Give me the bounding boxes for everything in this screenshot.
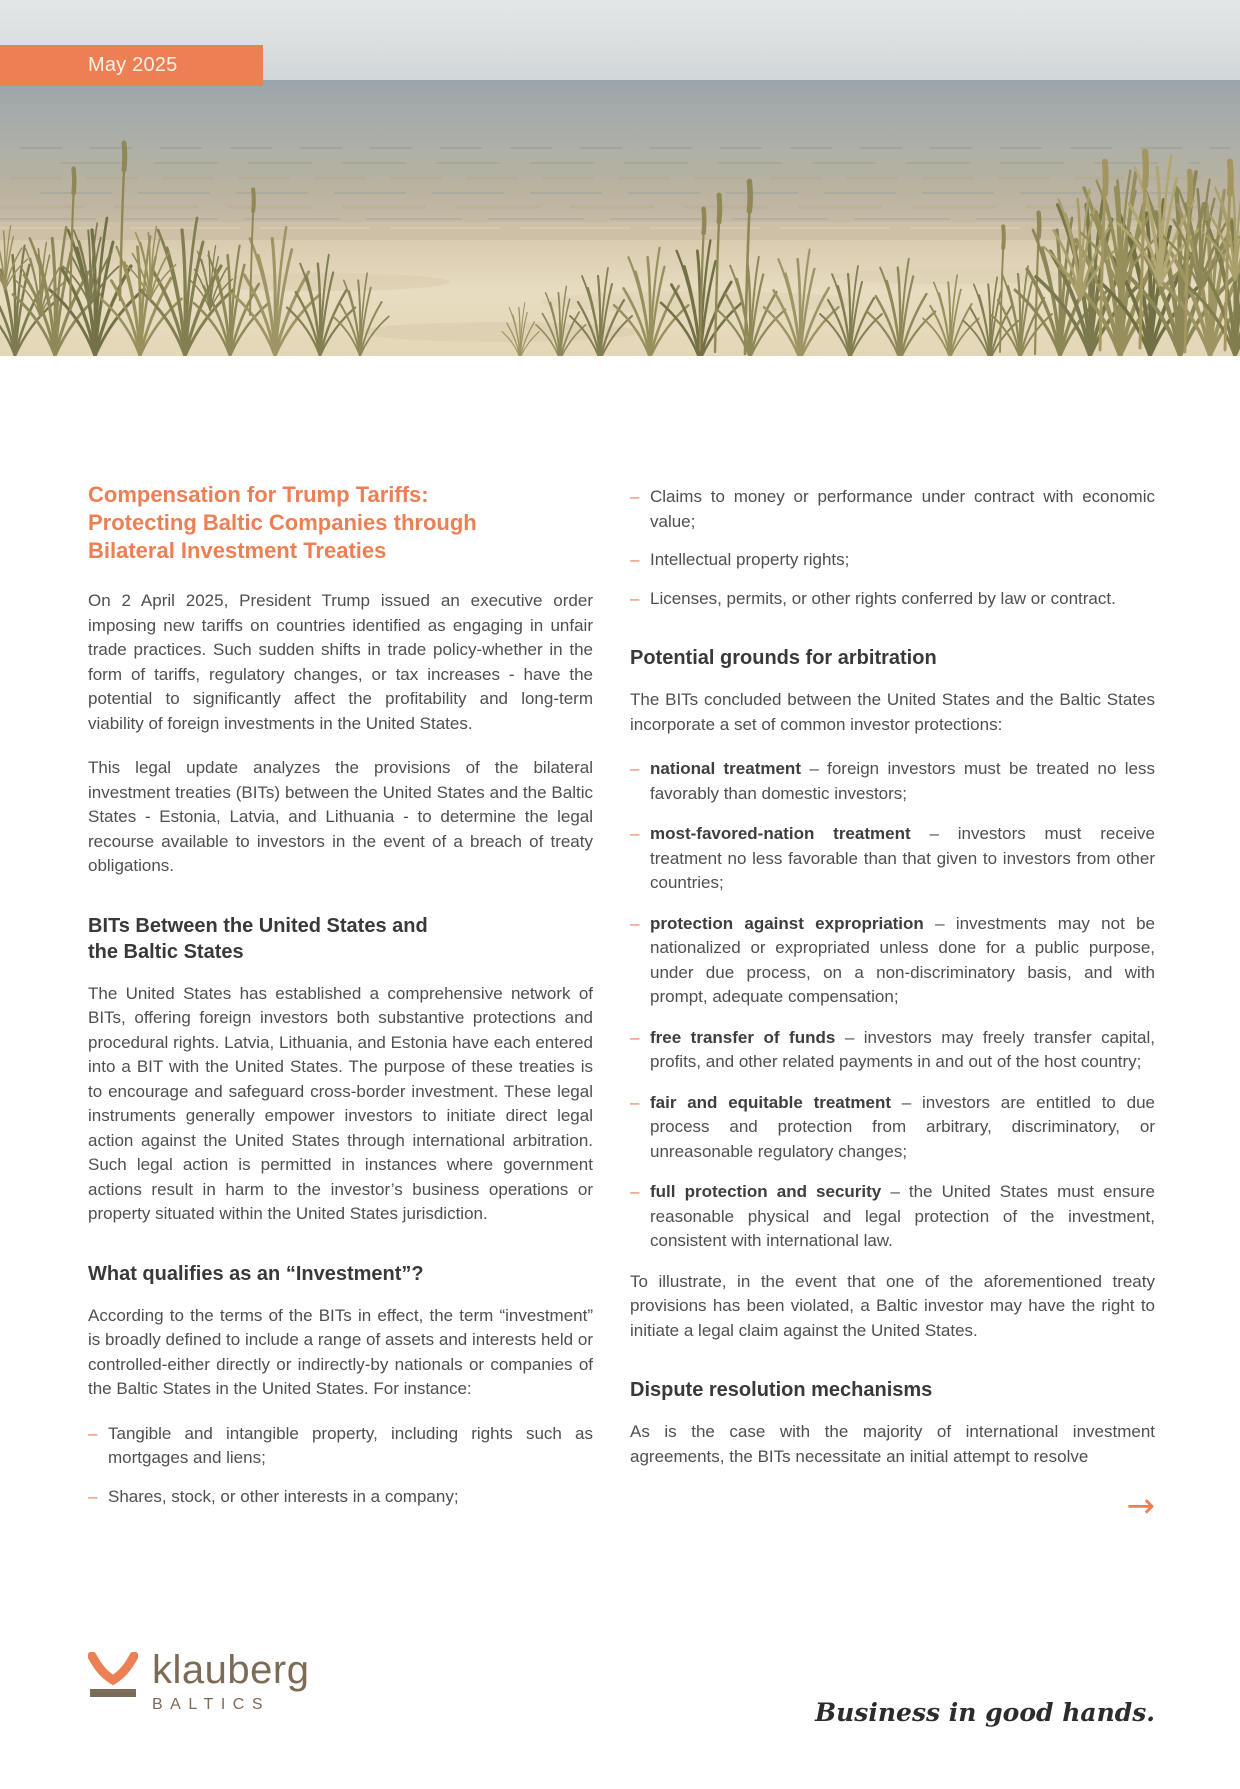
section-heading-investment: What qualifies as an “Investment”? <box>88 1262 424 1285</box>
bullet-dash: – <box>630 913 640 933</box>
article-body <box>88 481 1156 1526</box>
list-item <box>630 587 1155 612</box>
list-item-text: Intellectual property rights; <box>650 550 850 569</box>
list-item-text <box>650 1026 1155 1075</box>
klauberg-bird-icon <box>88 1652 138 1698</box>
list-item-text: Licenses, permits, or other rights conferred by law or contract. <box>650 588 1116 608</box>
article-title-line: Compensation for Trump Tariffs: <box>88 482 429 507</box>
next-page-arrow-icon[interactable]: → <box>1126 1486 1155 1526</box>
page-footer <box>88 1650 1155 1727</box>
beach-photo <box>0 0 1240 356</box>
protection-name: most-favored-nation treatment <box>650 824 911 843</box>
brand-subname: BALTICS <box>152 1696 270 1713</box>
list-item-text: Tangible and intangible property, including rights such as mortgages and liens; <box>108 1423 593 1467</box>
section-heading-dispute: Dispute resolution mechanisms <box>630 1379 933 1401</box>
bullet-dash: – <box>630 588 640 608</box>
protection-desc: – investors are entitled to due process and protection from arbitrary, discriminatory, or unreasonable regulatory changes; <box>650 1092 1156 1161</box>
list-item <box>88 1485 593 1510</box>
issue-date-label: May 2025 <box>88 54 178 76</box>
protections-list <box>630 757 1155 1254</box>
protection-desc: – investors must receive treatment no less favorable than that given to investors from other countries; <box>650 824 1156 892</box>
bullet-dash: – <box>88 1423 98 1443</box>
article-title-line: Bilateral Investment Treaties <box>88 538 387 563</box>
bullet-dash: – <box>630 824 640 843</box>
protection-desc: – foreign investors must be treated no less favorably than domestic investors; <box>650 759 1156 803</box>
bullet-dash: – <box>88 1486 98 1506</box>
brand-tagline: Business in good hands. <box>814 1698 1155 1727</box>
section-heading-bits <box>88 913 593 965</box>
bullet-dash: – <box>630 487 640 506</box>
intro-paragraph-2: This legal update analyzes the provisions of the bilateral investment treaties (BITs) between the United States and the Baltic States - Estonia, Latvia, and Lithuania - to determine the legal recourse available to investors in the event of a breach of treaty obligations. <box>88 758 593 875</box>
protection-desc: – investments may not be nationalized or expropriated unless done for a public purpose, under due process, on a non-discriminatory basis, and with prompt, adequate compensation; <box>650 913 1155 1006</box>
list-item <box>630 822 1155 896</box>
list-item <box>630 485 1155 534</box>
bullet-dash: – <box>630 1027 640 1047</box>
right-column <box>630 481 1156 1526</box>
illustrate-paragraph: To illustrate, in the event that one of the aforementioned treaty provisions has been violated, a Baltic investor may have the right to initiate a legal claim against the United States. <box>630 1271 1155 1340</box>
klauberg-logo <box>88 1650 309 1713</box>
article-title <box>88 481 593 565</box>
investment-examples-list-continued <box>630 485 1155 611</box>
protection-name: protection against expropriation <box>650 913 924 933</box>
bullet-dash: – <box>630 759 640 778</box>
list-item-text: Shares, stock, or other interests in a company; <box>108 1486 459 1506</box>
protection-desc: – investors may freely transfer capital, profits, and other related payments in and out of the host country; <box>650 1027 1155 1071</box>
protection-name: national treatment <box>650 759 801 778</box>
article-title-line: Protecting Baltic Companies through <box>88 510 477 535</box>
arbitration-paragraph: The BITs concluded between the United States and the Baltic States incorporate a set of common investor protections: <box>630 690 1155 734</box>
protection-name: free transfer of funds <box>650 1027 836 1047</box>
list-item-text <box>650 757 1155 806</box>
investment-paragraph: According to the terms of the BITs in effect, the term “investment” is broadly defined to include a range of assets and interests held or controlled-either directly or indirectly-by nationals or companies of the Baltic States in the United States. For instance: <box>88 1305 593 1398</box>
list-item-text <box>650 912 1155 1010</box>
list-item <box>630 1026 1155 1075</box>
dispute-paragraph: As is the case with the majority of international investment agreements, the BITs necessitate an initial attempt to resolve <box>630 1422 1155 1466</box>
intro-paragraph-1: On 2 April 2025, President Trump issued an executive order imposing new tariffs on countries identified as engaging in unfair trade practices. Such sudden shifts in trade policy-whether in the form of tariffs, regulatory changes, or tax increases - have the potential to significantly affect the profitability and long-term viability of foreign investments in the United States. <box>88 591 593 733</box>
issue-date-badge <box>0 45 263 86</box>
list-item-text <box>650 1091 1155 1165</box>
list-item-text <box>650 1180 1155 1254</box>
bits-paragraph: The United States has established a comprehensive network of BITs, offering foreign investors both substantive protections and procedural rights. Latvia, Lithuania, and Estonia have each entered into a BIT with the United States. The purpose of these treaties is to encourage and safeguard cross-border investment. These legal instruments generally empower investors to initiate direct legal action against the United States through international arbitration. Such legal action is permitted in instances where government actions result in harm to the investor’s business operations or property situated within the United States jurisdiction. <box>88 983 593 1223</box>
list-item <box>88 1422 593 1471</box>
protection-name: full protection and security <box>650 1182 882 1201</box>
brand-name: klauberg <box>152 1648 310 1692</box>
list-item-text <box>650 822 1155 896</box>
list-item <box>630 548 1155 573</box>
section-heading-line: BITs Between the United States and <box>88 914 428 937</box>
section-heading-line: the Baltic States <box>88 940 244 963</box>
section-heading-arbitration: Potential grounds for arbitration <box>630 647 937 669</box>
list-item-text: Claims to money or performance under contract with economic value; <box>650 487 1155 531</box>
list-item <box>630 1091 1155 1165</box>
protection-desc: – the United States must ensure reasonable physical and legal protection of the investment, consistent with international law. <box>650 1182 1155 1250</box>
list-item <box>630 912 1155 1010</box>
left-column <box>88 481 593 1523</box>
bullet-dash: – <box>630 1182 640 1201</box>
bullet-dash: – <box>630 550 640 569</box>
list-item <box>630 1180 1155 1254</box>
bullet-dash: – <box>630 1092 640 1112</box>
investment-examples-list <box>88 1422 593 1510</box>
list-item <box>630 757 1155 806</box>
klauberg-logo-text <box>152 1650 309 1713</box>
protection-name: fair and equitable treatment <box>650 1092 892 1112</box>
